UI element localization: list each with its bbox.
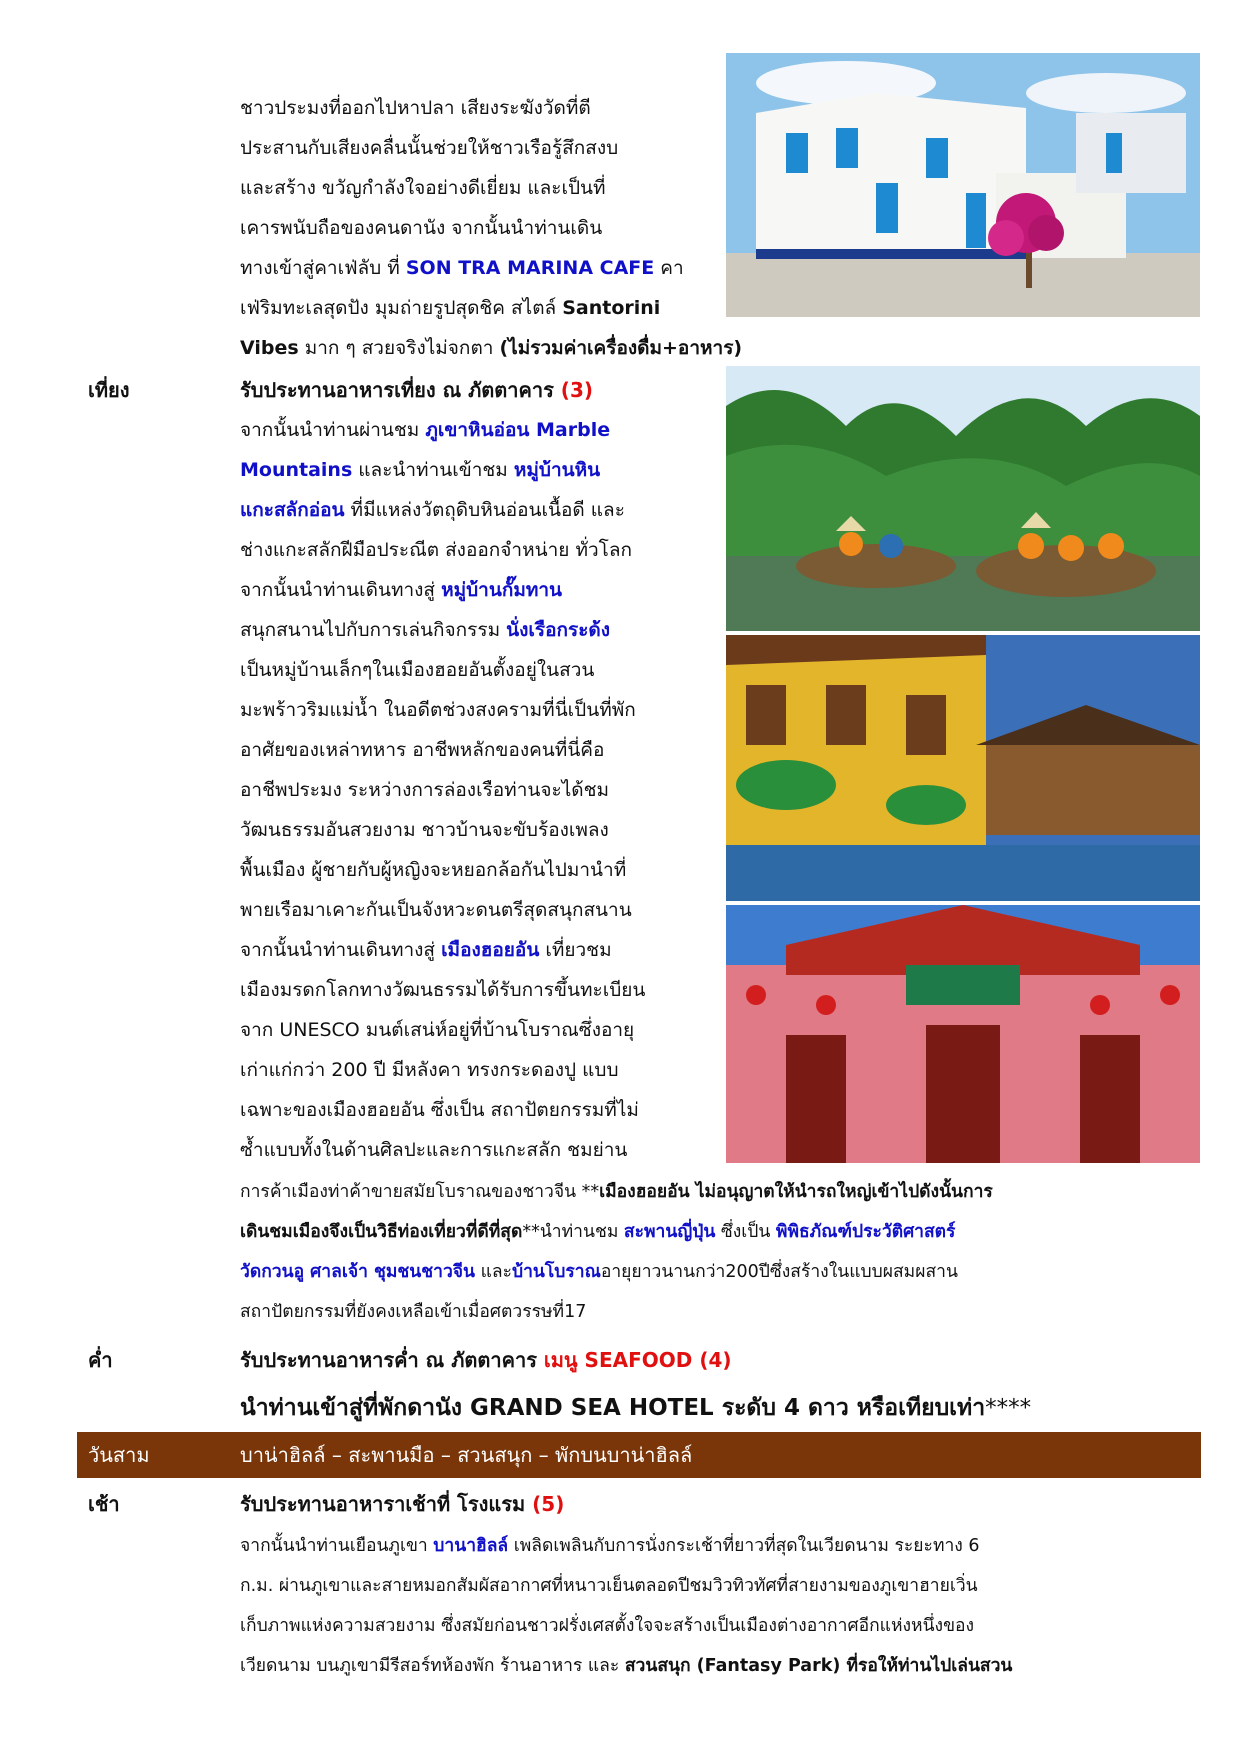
- body-line-3: แกะสลักอ่อน ที่มีแหล่งวัตถุดิบหินอ่อนเนื้อดี และ: [240, 499, 625, 521]
- body-line-4: ช่างแกะสลักฝีมือประณีต ส่งออกจำหน่าย ทั่วโลก: [240, 539, 632, 561]
- lunch-title: รับประทานอาหารเที่ยง ณ ภัตตาคาร (3): [240, 378, 593, 402]
- day-three-band: [77, 1432, 1201, 1478]
- intro-line-7: Vibes มาก ๆ สวยจริงไม่จกตา (ไม่รวมค่าเครื่องดื่ม+อาหาร): [240, 337, 743, 359]
- body-line-6: สนุกสนานไปกับการเล่นกิจกรรม นั่งเรือกระด้ง: [240, 619, 611, 641]
- body-line-8: มะพร้าวริมแม่น้ำ ในอดีตช่วงสงครามที่นี่เป็นที่พัก: [240, 699, 636, 721]
- body-line-12: พื้นเมือง ผู้ชายกับผู้หญิงจะหยอกล้อกันไปมานำที่: [240, 859, 627, 881]
- lunch-label: เที่ยง: [88, 378, 130, 402]
- body-line-14: จากนั้นนำท่านเดินทางสู่ เมืองฮอยอัน เที่ยวชม: [240, 939, 612, 961]
- body-line-2: Mountains และนำท่านเข้าชม หมู่บ้านหิน: [240, 459, 601, 481]
- dinner-title: รับประทานอาหารค่ำ ณ ภัตตาคาร เมนู SEAFOOD (4): [240, 1348, 732, 1372]
- body-line-11: วัฒนธรรมอันสวยงาม ชาวบ้านจะขับร้องเพลง: [240, 819, 609, 841]
- day3-line-2: ก.ม. ผ่านภูเขาและสายหมอกสัมผัสอากาศที่หนาวเย็นตลอดปีชมวิวทิวทัศที่สายงามของภูเขาฮายเวิ่น: [240, 1576, 978, 1596]
- breakfast-label: เช้า: [88, 1492, 120, 1516]
- body-line-16: จาก UNESCO มนต์เสน่ห์อยู่ที่บ้านโบราณซึ่งอายุ: [240, 1019, 635, 1041]
- body-line-7: เป็นหมู่บ้านเล็กๆในเมืองฮอยอันตั้งอยู่ในสวน: [240, 659, 595, 681]
- body-line-18: เฉพาะของเมืองฮอยอัน ซึ่งเป็น สถาปัตยกรรมที่ไม่: [240, 1099, 639, 1121]
- intro-line-2: ประสานกับเสียงคลื่นนั้นช่วยให้ชาวเรือรู้สึกสงบ: [240, 137, 619, 159]
- body-line-1: จากนั้นนำท่านผ่านชม ภูเขาหินอ่อน Marble: [240, 419, 611, 441]
- santorini-cafe-photo: [726, 53, 1200, 317]
- day-route: บาน่าฮิลล์ – สะพานมือ – สวนสนุก – พักบนบาน่าฮิลล์: [240, 1443, 693, 1467]
- hoi-an-bridge-photo: [726, 635, 1200, 901]
- day3-line-4: เวียดนาม บนภูเขามีรีสอร์ทห้องพัก ร้านอาหาร และ สวนสนุก (Fantasy Park) ที่รอให้ท่านไปเล่นสวน: [240, 1656, 1013, 1676]
- day3-line-3: เก็บภาพแห่งความสวยงาม ซึ่งสมัยก่อนชาวฝรั่งเศสตั้งใจจะสร้างเป็นเมืองต่างอากาศอีกแห่งหนึ่งของ: [240, 1616, 975, 1636]
- day-label: วันสาม: [88, 1443, 150, 1467]
- body-line-22: วัดกวนอู ศาลเจ้า ชุมชนชาวจีน และบ้านโบราณอายุยาวนานกว่า200ปีซึ่งสร้างในแบบผสมผสาน: [240, 1262, 958, 1282]
- intro-line-1: ชาวประมงที่ออกไปหาปลา เสียงระฆังวัดที่ตี: [240, 97, 591, 119]
- body-line-9: อาศัยของเหล่าทหาร อาชีพหลักของคนที่นี่คือ: [240, 739, 605, 761]
- body-line-19: ซ้ำแบบทั้งในด้านศิลปะและการแกะสลัก ชมย่าน: [240, 1139, 628, 1161]
- son-tra-cafe: SON TRA MARINA CAFE: [405, 257, 655, 279]
- body-line-23: สถาปัตยกรรมที่ยังคงเหลือเข้าเมื่อศตวรรษที่17: [240, 1302, 587, 1322]
- day3-line-1: จากนั้นนำท่านเยือนภูเขา บานาฮิลล์ เพลิดเพลินกับการนั่งกระเช้าที่ยาวที่สุดในเวียดนาม ระยะทาง 6: [240, 1536, 980, 1556]
- intro-line-5: ทางเข้าสู่คาเฟ่ลับ ที่ SON TRA MARINA CAFE คา: [240, 257, 684, 279]
- body-line-13: พายเรือมาเคาะกันเป็นจังหวะดนตรีสุดสนุกสนาน: [240, 899, 632, 921]
- intro-line-4: เคารพนับถือของคนดานัง จากนั้นนำท่านเดิน: [240, 217, 603, 239]
- intro-line-3: และสร้าง ขวัญกำลังใจอย่างดีเยี่ยม และเป็นที่: [240, 177, 606, 199]
- chinese-temple-photo: [726, 905, 1200, 1163]
- body-line-5: จากนั้นนำท่านเดินทางสู่ หมู่บ้านกั๊มทาน: [240, 579, 563, 601]
- hotel-line: นำท่านเข้าสู่ที่พักดานัง GRAND SEA HOTEL ระดับ 4 ดาว หรือเทียบเท่า****: [240, 1395, 1032, 1421]
- body-line-17: เก่าแก่กว่า 200 ปี มีหลังคา ทรงกระดองปู แบบ: [240, 1059, 619, 1081]
- body-line-20: การค้าเมืองท่าค้าขายสมัยโบราณของชาวจีน **เมืองฮอยอัน ไม่อนุญาตให้นำรถใหญ่เข้าไปดังนั้นการ: [240, 1182, 993, 1202]
- basket-boat-photo: [726, 366, 1200, 631]
- body-line-15: เมืองมรดกโลกทางวัฒนธรรมได้รับการขึ้นทะเบียน: [240, 979, 646, 1001]
- body-line-21: เดินชมเมืองจึงเป็นวิธีท่องเที่ยวที่ดีที่สุด**นำท่านชม สะพานญี่ปุ่น ซึ่งเป็น พิพิธภัณฑ์ประวัติศาสตร์: [240, 1222, 956, 1242]
- breakfast-title: รับประทานอาหาราเช้าที่ โรงแรม (5): [240, 1492, 565, 1516]
- intro-line-6: เฟ่ริมทะเลสุดปัง มุมถ่ายรูปสุดชิค สไตล์ Santorini: [240, 297, 661, 319]
- body-line-10: อาชีพประมง ระหว่างการล่องเรือท่านจะได้ชม: [240, 779, 610, 801]
- dinner-label: ค่ำ: [88, 1348, 113, 1372]
